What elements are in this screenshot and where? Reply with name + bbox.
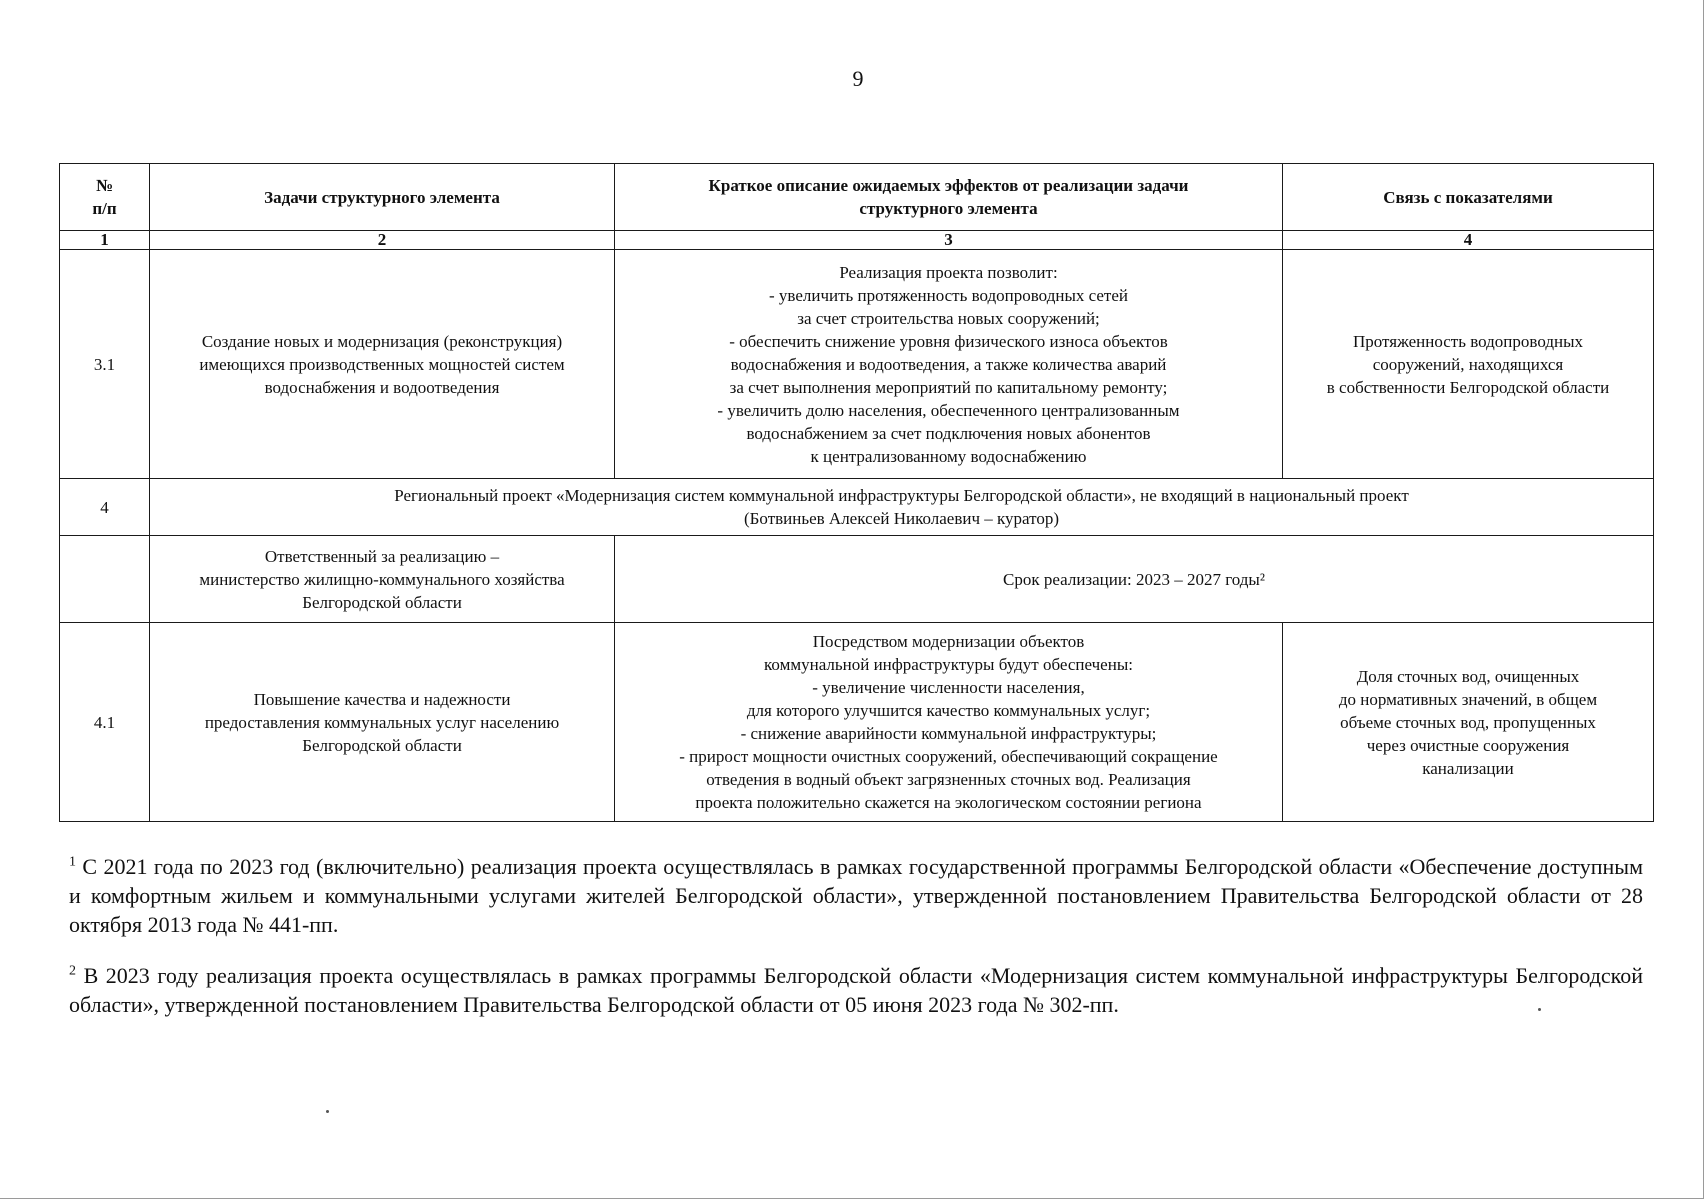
empty-number-cell [60,536,150,623]
column-number-2: 2 [150,231,615,250]
scan-speck [326,1110,329,1113]
footnote-1 [69,852,1643,939]
table-row [60,536,1654,623]
table-row [60,479,1654,536]
task-cell: Создание новых и модернизация (реконструкция) имеющихся производственных мощностей систем водоснабжения и водоотведения [150,250,615,479]
row-number: 4 [60,479,150,536]
scan-speck [1538,1008,1541,1011]
footnote-mark: 1 [69,854,76,870]
footnote-2 [69,961,1643,1019]
footnotes [69,852,1643,1041]
table-row [60,623,1654,822]
column-numbers-row [60,231,1654,250]
header-effects: Краткое описание ожидаемых эффектов от реализации задачи структурного элемента [615,164,1283,231]
indicators-cell: Протяженность водопроводных сооружений, находящихся в собственности Белгородской области [1283,250,1654,479]
indicators-cell: Доля сточных вод, очищенных до нормативных значений, в общем объеме сточных вод, пропущенных через очистные сооружения канализации [1283,623,1654,822]
table-header-row [60,164,1654,231]
header-indicators: Связь с показателями [1283,164,1654,231]
column-number-1: 1 [60,231,150,250]
row-number: 3.1 [60,250,150,479]
effects-cell: Посредством модернизации объектов коммунальной инфраструктуры будут обеспечены: - увеличение численности населения, для которого улучшится качество коммунальных услуг; - снижение аварийности коммунальной инфраструктуры; - прирост мощности очистных сооружений, обеспечивающий сокращение отведения в водный объект загрязненных сточных вод. Реализация проекта положительно скажется на экологическом состоянии региона [615,623,1283,822]
implementation-term-cell: Срок реализации: 2023 – 2027 годы² [615,536,1654,623]
page-number: 9 [852,66,864,91]
header-tasks: Задачи структурного элемента [150,164,615,231]
column-number-3: 3 [615,231,1283,250]
footnote-text: С 2021 года по 2023 год (включительно) реализация проекта осуществлялась в рамках государственной программы Белгородской области «Обеспечение доступным и комфортным жильем и коммунальными услугами жителей Белгородской области», утвержденной постановлением Правительства Белгородской области от 28 октября 2013 года № 441-пп. [69,854,1643,937]
column-number-4: 4 [1283,231,1654,250]
footnote-mark: 2 [69,963,76,979]
effects-cell: Реализация проекта позволит: - увеличить протяженность водопроводных сетей за счет строительства новых сооружений; - обеспечить снижение уровня физического износа объектов водоснабжения и водоотведения, а также количества аварий за счет выполнения мероприятий по капитальному ремонту; - увеличить долю населения, обеспеченного централизованным водоснабжением за счет подключения новых абонентов к централизованному водоснабжению [615,250,1283,479]
footnote-text: В 2023 году реализация проекта осуществлялась в рамках программы Белгородской области «Модернизация систем коммунальной инфраструктуры Белгородской области», утвержденной постановлением Правительства Белгородской области от 05 июня 2023 года № 302-пп. [69,963,1643,1017]
responsible-cell: Ответственный за реализацию – министерство жилищно-коммунального хозяйства Белгородской области [150,536,615,623]
row-number: 4.1 [60,623,150,822]
regional-project-cell: Региональный проект «Модернизация систем коммунальной инфраструктуры Белгородской области», не входящий в национальный проект (Ботвиньев Алексей Николаевич – куратор) [150,479,1654,536]
header-number: № п/п [60,164,150,231]
task-cell: Повышение качества и надежности предоставления коммунальных услуг населению Белгородской области [150,623,615,822]
table-row [60,250,1654,479]
structural-elements-table [59,163,1654,822]
